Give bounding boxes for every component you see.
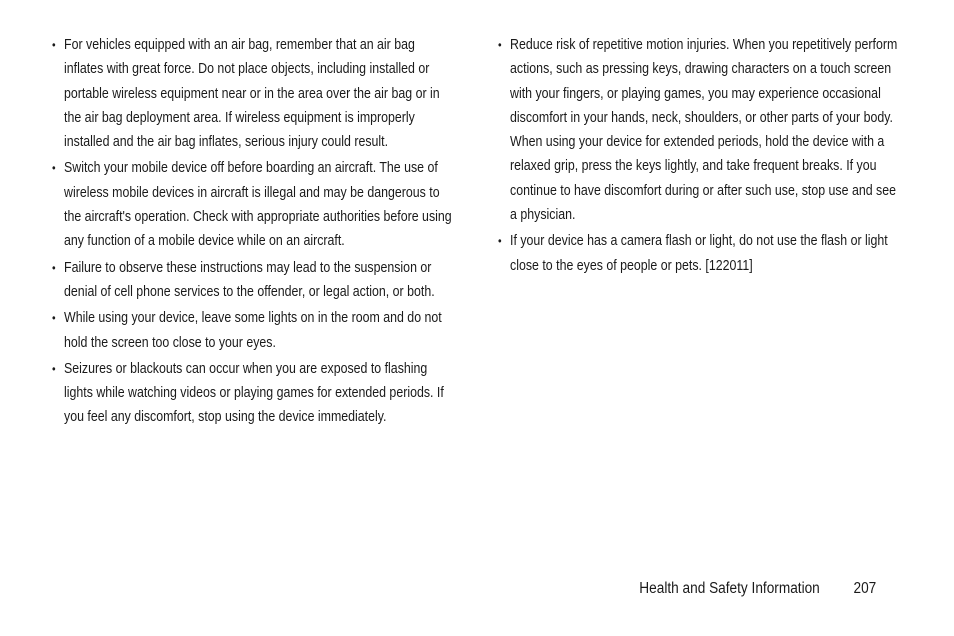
bullet-icon: • bbox=[52, 38, 56, 52]
list-item bbox=[52, 357, 456, 430]
bullet-icon: • bbox=[52, 311, 56, 326]
list-item-text: Seizures or blackouts can occur when you are exposed to flashing lights while watching videos or playing games for extended periods. If you feel any discomfort, stop using the device immediately. bbox=[64, 360, 444, 426]
page-number: 207 bbox=[853, 580, 876, 597]
list-item bbox=[52, 306, 456, 355]
page-footer bbox=[639, 578, 876, 600]
list-item-text: Failure to observe these instructions may lead to the suspension or denial of cell phone services to the offender, or legal action, or both. bbox=[64, 259, 435, 300]
list-item-text: For vehicles equipped with an air bag, remember that an air bag inflates with great force. Do not place objects, including installed or portable wireless equipment near or in the area over the air bag or in the air bag deployment area. If wireless equipment is improperly installed and the air bag inflates, serious injury could result. bbox=[64, 37, 440, 151]
bullet-icon: • bbox=[52, 260, 56, 275]
bullet-icon: • bbox=[52, 361, 56, 376]
bullet-icon: • bbox=[52, 161, 56, 176]
list-item bbox=[498, 33, 902, 227]
list-item-text: While using your device, leave some lights on in the room and do not hold the screen too close to your eyes. bbox=[64, 310, 442, 351]
left-column bbox=[52, 33, 452, 432]
footer-section-title: Health and Safety Information bbox=[639, 580, 820, 597]
list-item-text: If your device has a camera flash or light, do not use the flash or light close to the eyes of people or pets. [122011] bbox=[510, 233, 888, 274]
list-item bbox=[52, 33, 456, 154]
list-item-text: Switch your mobile device off before boarding an aircraft. The use of wireless mobile devices in aircraft is illegal and may be dangerous to the aircraft's operation. Check with appropriate authorities before using any function of a mobile device while on an aircraft. bbox=[64, 160, 452, 250]
right-column bbox=[498, 33, 898, 280]
list-item bbox=[52, 156, 456, 253]
bullet-icon: • bbox=[498, 38, 502, 52]
bullet-icon: • bbox=[498, 234, 502, 249]
list-item bbox=[52, 256, 456, 305]
list-item bbox=[498, 229, 902, 278]
list-item-text: Reduce risk of repetitive motion injuries. When you repetitively perform actions, such as pressing keys, drawing characters on a touch screen with your fingers, or playing games, you may experience occasional discomfort in your hands, neck, shoulders, or other parts of your body. When using your device for extended periods, hold the device with a relaxed grip, press the keys lightly, and take frequent breaks. If you continue to have discomfort during or after such use, stop use and see a physician. bbox=[510, 37, 898, 224]
